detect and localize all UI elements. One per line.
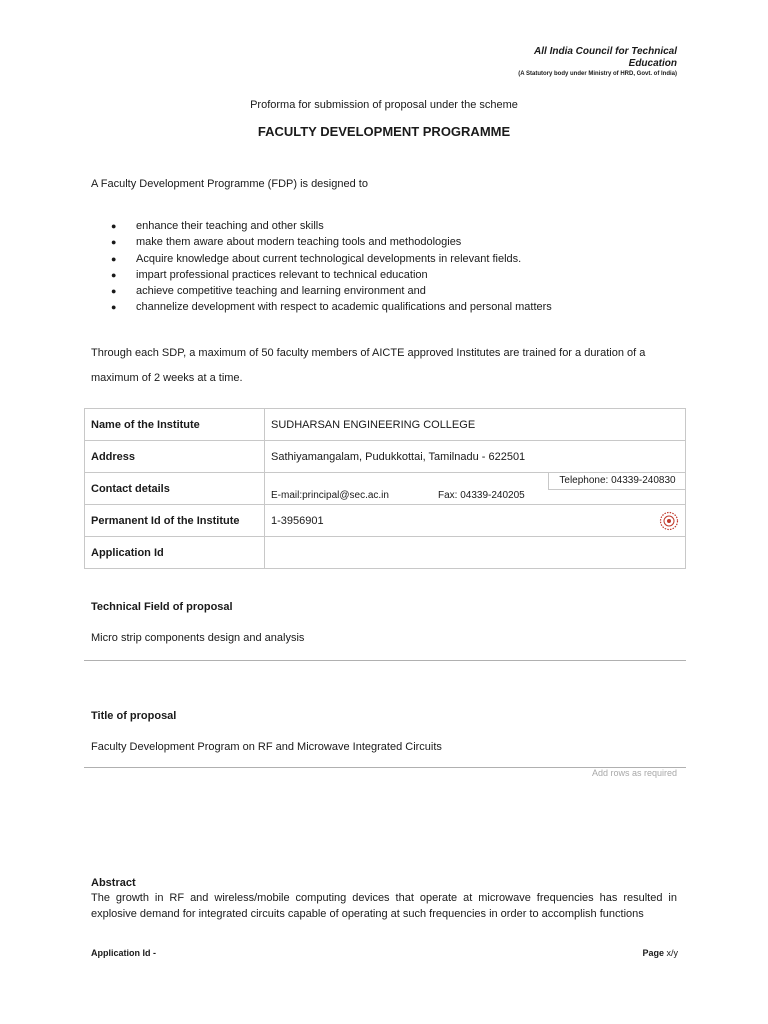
bullet-icon: ● — [111, 302, 117, 313]
application-id-label: Application Id — [85, 537, 265, 569]
sdp-paragraph: Through each SDP, a maximum of 50 faculty members of AICTE approved Institutes are trained for a duration of a maximum of 2 weeks at a time. — [91, 347, 646, 384]
bullet-icon: ● — [111, 253, 117, 264]
bullet-icon: ● — [111, 269, 117, 280]
application-id-value[interactable] — [265, 537, 686, 569]
footer-page-number: Page x/y — [642, 948, 678, 958]
bullet-icon: ● — [111, 237, 117, 248]
institute-details-table — [84, 408, 686, 569]
seal-icon — [659, 511, 679, 531]
permanent-id-cell[interactable] — [265, 505, 686, 537]
address-value[interactable]: Sathiyamangalam, Pudukkottai, Tamilnadu - 622501 — [265, 441, 686, 473]
org-name — [534, 46, 677, 70]
institute-name-value[interactable]: SUDHARSAN ENGINEERING COLLEGE — [265, 409, 686, 441]
org-name-line2: Education — [628, 58, 677, 69]
technical-field-heading: Technical Field of proposal — [91, 601, 233, 613]
table-row — [85, 409, 686, 441]
footer-application-id: Application Id - — [91, 948, 156, 958]
telephone-value[interactable]: Telephone: 04339-240830 — [548, 472, 686, 490]
intro-text: A Faculty Development Programme (FDP) is designed to — [91, 178, 368, 190]
org-subtitle: (A Statutory body under Ministry of HRD, Govt. of India) — [518, 71, 677, 77]
table-row — [85, 505, 686, 537]
list-item: ● Acquire knowledge about current technological developments in relevant fields. — [111, 252, 522, 265]
fax-value[interactable]: Fax: 04339-240205 — [438, 490, 525, 501]
divider — [84, 660, 686, 661]
page-title: FACULTY DEVELOPMENT PROGRAMME — [257, 124, 511, 139]
list-item: ● make them aware about modern teaching tools and methodologies — [111, 236, 462, 249]
table-row — [85, 473, 686, 505]
email-value[interactable]: E-mail:principal@sec.ac.in — [271, 490, 389, 501]
contact-label: Contact details — [85, 473, 265, 505]
list-item: ● channelize development with respect to academic qualifications and personal matters — [111, 301, 552, 314]
proforma-line: Proforma for submission of proposal under the scheme — [250, 99, 518, 111]
institute-name-label: Name of the Institute — [85, 409, 265, 441]
abstract-text[interactable]: The growth in RF and wireless/mobile computing devices that operate at microwave frequencies has resulted in explosive demand for integrated circuits capable of operating at such frequencies in order to accomplish functions — [91, 892, 677, 920]
table-row — [85, 441, 686, 473]
org-name-line1: All India Council for Technical — [534, 46, 677, 57]
address-label: Address — [85, 441, 265, 473]
list-item: ● enhance their teaching and other skills — [111, 220, 324, 232]
list-item: ● achieve competitive teaching and learning environment and — [111, 285, 426, 298]
proposal-title-value[interactable]: Faculty Development Program on RF and Microwave Integrated Circuits — [91, 741, 442, 753]
permanent-id-value[interactable]: 1-3956901 — [271, 514, 324, 527]
bullet-icon: ● — [111, 221, 117, 231]
bullet-icon: ● — [111, 286, 117, 297]
abstract-heading: Abstract — [91, 877, 136, 889]
add-rows-hint: Add rows as required — [591, 768, 677, 778]
objectives-list — [91, 220, 552, 318]
list-item: ● impart professional practices relevant to technical education — [111, 268, 428, 281]
technical-field-value[interactable]: Micro strip components design and analysis — [91, 632, 305, 644]
proposal-title-heading: Title of proposal — [91, 710, 177, 722]
contact-details-cell[interactable] — [265, 473, 686, 505]
table-row — [85, 537, 686, 569]
permanent-id-label: Permanent Id of the Institute — [85, 505, 265, 537]
